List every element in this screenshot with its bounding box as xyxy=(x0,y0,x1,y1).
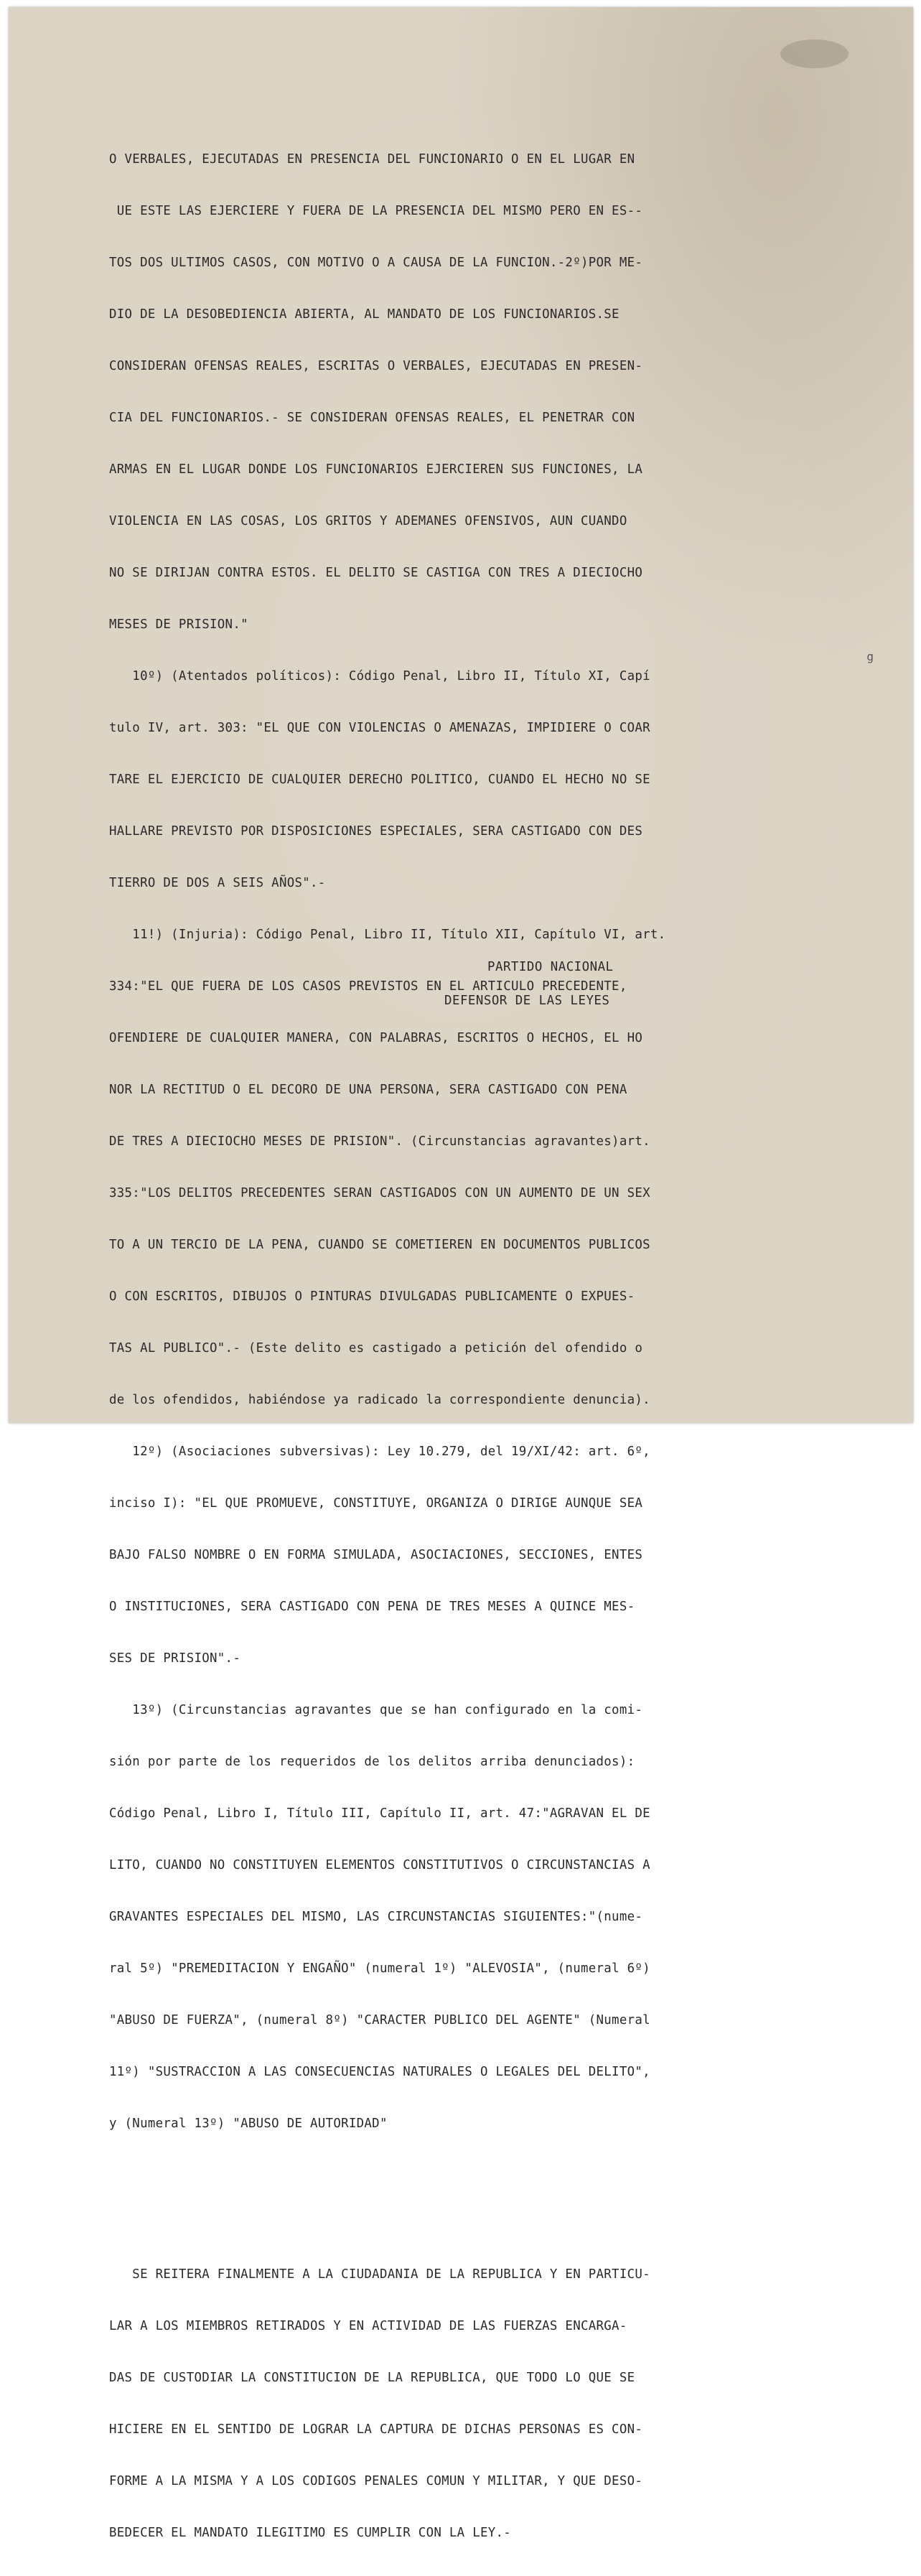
text-line: NOR LA RECTITUD O EL DECORO DE UNA PERSONA, SERA CASTIGADO CON PENA xyxy=(109,1083,627,1097)
text-line: TO A UN TERCIO DE LA PENA, CUANDO SE COMETIEREN EN DOCUMENTOS PUBLICOS xyxy=(109,1238,650,1252)
text-line: O INSTITUCIONES, SERA CASTIGADO CON PENA DE TRES MESES A QUINCE MES- xyxy=(109,1600,635,1614)
text-line: CIA DEL FUNCIONARIOS.- SE CONSIDERAN OFENSAS REALES, EL PENETRAR CON xyxy=(109,411,635,425)
paper-stain xyxy=(780,39,848,68)
text-line: O CON ESCRITOS, DIBUJOS O PINTURAS DIVULGADAS PUBLICAMENTE O EXPUES- xyxy=(109,1289,635,1304)
text-line: SES DE PRISION".- xyxy=(109,1651,241,1666)
text-line: 334:"EL QUE FUERA DE LOS CASOS PREVISTOS EN EL ARTICULO PRECEDENTE, xyxy=(109,979,627,994)
closing-line: BEDECER EL MANDATO ILEGITIMO ES CUMPLIR CON LA LEY.- xyxy=(109,2526,512,2540)
text-line: tulo IV, art. 303: "EL QUE CON VIOLENCIAS O AMENAZAS, IMPIDIERE O COAR xyxy=(109,721,650,735)
text-line: TOS DOS ULTIMOS CASOS, CON MOTIVO O A CAUSA DE LA FUNCION.-2º)POR ME- xyxy=(109,256,643,270)
text-line: CONSIDERAN OFENSAS REALES, ESCRITAS O VERBALES, EJECUTADAS EN PRESEN- xyxy=(109,359,643,373)
document-page xyxy=(9,7,913,2540)
text-line: OFENDIERE DE CUALQUIER MANERA, CON PALABRAS, ESCRITOS O HECHOS, EL HO xyxy=(109,1031,643,1045)
text-line: de los ofendidos, habiéndose ya radicado la correspondiente denuncia). xyxy=(109,1393,650,1407)
margin-mark: g xyxy=(866,650,874,663)
text-line: 11!) (Injuria): Código Penal, Libro II, Título XII, Capítulo VI, art. xyxy=(109,928,666,942)
text-line: 13º) (Circunstancias agravantes que se han configurado en la comi- xyxy=(109,1703,643,1717)
text-line: "ABUSO DE FUERZA", (numeral 8º) "CARACTER PUBLICO DEL AGENTE" (Numeral xyxy=(109,2013,650,2027)
text-line: 335:"LOS DELITOS PRECEDENTES SERAN CASTIGADOS CON UN AUMENTO DE UN SEX xyxy=(109,1186,650,1200)
closing-line: DAS DE CUSTODIAR LA CONSTITUCION DE LA REPUBLICA, QUE TODO LO QUE SE xyxy=(109,2371,635,2385)
text-line: y (Numeral 13º) "ABUSO DE AUTORIDAD" xyxy=(109,2117,388,2131)
text-line: UE ESTE LAS EJERCIERE Y FUERA DE LA PRESENCIA DEL MISMO PERO EN ES-- xyxy=(109,204,643,218)
signature-party: PARTIDO NACIONAL xyxy=(487,960,614,974)
text-line: ral 5º) "PREMEDITACION Y ENGAÑO" (numeral 1º) "ALEVOSIA", (numeral 6º) xyxy=(109,1961,650,1976)
closing-line: HICIERE EN EL SENTIDO DE LOGRAR LA CAPTURA DE DICHAS PERSONAS ES CON- xyxy=(109,2422,643,2437)
closing-line: FORME A LA MISMA Y A LOS CODIGOS PENALES COMUN Y MILITAR, Y QUE DESO- xyxy=(109,2474,643,2488)
text-line: 11º) "SUSTRACCION A LAS CONSECUENCIAS NATURALES O LEGALES DEL DELITO", xyxy=(109,2065,650,2079)
text-line: 10º) (Atentados políticos): Código Penal, Libro II, Título XI, Capí xyxy=(109,669,650,683)
paragraph-gap xyxy=(109,2184,856,2214)
document-body xyxy=(109,116,856,2576)
text-line: ARMAS EN EL LUGAR DONDE LOS FUNCIONARIOS EJERCIEREN SUS FUNCIONES, LA xyxy=(109,462,643,477)
text-line: DE TRES A DIECIOCHO MESES DE PRISION". (Circunstancias agravantes)art. xyxy=(109,1134,650,1149)
text-line: LITO, CUANDO NO CONSTITUYEN ELEMENTOS CONSTITUTIVOS O CIRCUNSTANCIAS A xyxy=(109,1858,650,1872)
signature-title: DEFENSOR DE LAS LEYES xyxy=(444,994,610,1008)
text-line: HALLARE PREVISTO POR DISPOSICIONES ESPECIALES, SERA CASTIGADO CON DES xyxy=(109,824,643,839)
text-line: MESES DE PRISION." xyxy=(109,617,248,632)
text-line: sión por parte de los requeridos de los delitos arriba denunciados): xyxy=(109,1755,635,1769)
closing-line: LAR A LOS MIEMBROS RETIRADOS Y EN ACTIVIDAD DE LAS FUERZAS ENCARGA- xyxy=(109,2319,627,2333)
text-line: TAS AL PUBLICO".- (Este delito es castigado a petición del ofendido o xyxy=(109,1341,643,1355)
text-line: O VERBALES, EJECUTADAS EN PRESENCIA DEL FUNCIONARIO O EN EL LUGAR EN xyxy=(109,152,635,167)
text-line: BAJO FALSO NOMBRE O EN FORMA SIMULADA, ASOCIACIONES, SECCIONES, ENTES xyxy=(109,1548,643,1562)
text-line: inciso I): "EL QUE PROMUEVE, CONSTITUYE, ORGANIZA O DIRIGE AUNQUE SEA xyxy=(109,1496,643,1511)
text-line: GRAVANTES ESPECIALES DEL MISMO, LAS CIRCUNSTANCIAS SIGUIENTES:"(nume- xyxy=(109,1910,643,1924)
text-line: 12º) (Asociaciones subversivas): Ley 10.279, del 19/XI/42: art. 6º, xyxy=(109,1445,650,1459)
text-line: NO SE DIRIJAN CONTRA ESTOS. EL DELITO SE CASTIGA CON TRES A DIECIOCHO xyxy=(109,566,643,580)
text-line: TIERRO DE DOS A SEIS AÑOS".- xyxy=(109,876,326,890)
text-line: DIO DE LA DESOBEDIENCIA ABIERTA, AL MANDATO DE LOS FUNCIONARIOS.SE xyxy=(109,307,620,322)
closing-line: SE REITERA FINALMENTE A LA CIUDADANIA DE LA REPUBLICA Y EN PARTICU- xyxy=(109,2267,650,2282)
text-line: Código Penal, Libro I, Título III, Capítulo II, art. 47:"AGRAVAN EL DE xyxy=(109,1806,650,1821)
text-line: TARE EL EJERCICIO DE CUALQUIER DERECHO POLITICO, CUANDO EL HECHO NO SE xyxy=(109,773,650,787)
text-line: VIOLENCIA EN LAS COSAS, LOS GRITOS Y ADEMANES OFENSIVOS, AUN CUANDO xyxy=(109,514,627,528)
